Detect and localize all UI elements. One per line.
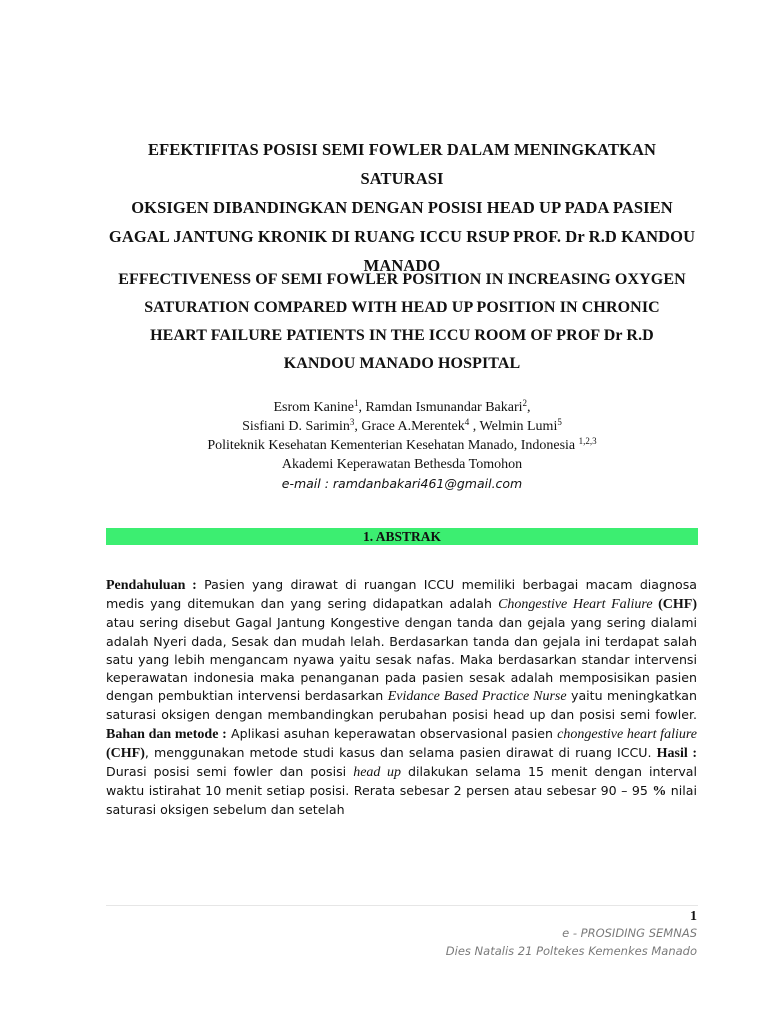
author-superscript: 1 — [353, 398, 359, 408]
affiliation-2: Akademi Keperawatan Bethesda Tomohon — [281, 457, 523, 472]
author-name: Sisfiani D. Sarimin — [242, 419, 350, 434]
abstract-text-run: nilai saturasi oksigen sebelum dan setelah — [106, 783, 697, 818]
author-line-2 — [106, 417, 698, 436]
page-number: 1 — [690, 909, 697, 924]
abstract-text-run: Durasi posisi semi fowler dan posisi — [106, 764, 354, 780]
author-superscript: 3 — [349, 417, 355, 427]
italic-term: chongestive heart faliure — [557, 726, 697, 742]
abstract-text-run: atau sering disebut Gagal Jantung Kongestive dengan tanda dan gejala yang sering dialami adalah Nyeri dada, Sesak dan mudah lelah. Berdasarkan tanda dan gejala ini terdapat salah satu yang lebih mengancam nyawa yaitu sesak nafas. Maka berdasarkan standar intervensi keperawatan indonesia maka penanganan pada pasien sesak adalah memposisikan pasien dengan pembuktian intervensi berdasarkan — [106, 615, 697, 704]
title-id-line: OKSIGEN DIBANDINGKAN DENGAN POSISI HEAD UP PADA PASIEN — [131, 198, 673, 217]
author-superscript: 4 — [464, 417, 470, 427]
footer-event: Dies Natalis 21 Poltekes Kemenkes Manado — [445, 944, 697, 958]
author-name: , Grace A.Merentek — [354, 419, 465, 434]
affiliation-1 — [106, 436, 698, 455]
footer-proceedings: e - PROSIDING SEMNAS — [562, 926, 697, 940]
label-methods: Bahan dan metode : — [106, 726, 227, 742]
email-address: e-mail : ramdanbakari461@gmail.com — [281, 476, 523, 491]
abstract-text-run: Pasien yang dirawat di ruangan ICCU memiliki berbagai macam diagnosa medis yang ditemukan dan yang sering didapatkan adalah — [106, 577, 697, 612]
abstract-heading: 1. ABSTRAK — [106, 528, 698, 545]
title-en-line: KANDOU MANADO HOSPITAL — [283, 355, 521, 372]
abstract-body — [106, 576, 697, 820]
title-en-line: EFFECTIVENESS OF SEMI FOWLER POSITION IN INCREASING OXYGEN — [118, 271, 686, 288]
abstract-text-run: Aplikasi asuhan keperawatan observasional pasien — [226, 725, 558, 741]
percent-sign: % — [652, 784, 667, 800]
author-name: Esrom Kanine — [273, 400, 354, 415]
abstract-text-run: , menggunakan metode studi kasus dan selama pasien dirawat di ruang ICCU. — [144, 744, 657, 760]
italic-term: Evidance Based Practice Nurse — [387, 689, 567, 705]
affiliation-superscript: 1,2,3 — [578, 436, 597, 446]
author-superscript: 2 — [522, 398, 528, 408]
abstract-text-run: yaitu meningkatkan saturasi oksigen dengan membandingkan perubahan posisi head up dan posisi semi fowler. — [106, 688, 697, 723]
affiliation-text: Politeknik Kesehatan Kementerian Kesehatan Manado, Indonesia — [207, 438, 579, 453]
label-results: Hasil : — [656, 745, 697, 761]
abbr: (CHF) — [652, 597, 697, 613]
title-id-line: MANADO — [363, 256, 441, 275]
italic-term: head up — [353, 765, 401, 781]
title-id-line: GAGAL JANTUNG KRONIK DI RUANG ICCU RSUP PROF. Dr R.D KANDOU — [108, 227, 696, 246]
author-superscript: 5 — [557, 417, 562, 427]
author-name: , Ramdan Ismunandar Bakari — [358, 400, 523, 415]
title-en-line: SATURATION COMPARED WITH HEAD UP POSITION IN CHRONIC — [144, 299, 660, 316]
title-english — [106, 266, 698, 378]
title-indonesian — [106, 135, 698, 280]
italic-term: Chongestive Heart Faliure — [498, 597, 653, 613]
title-id-line: EFEKTIFITAS POSISI SEMI FOWLER DALAM MENINGKATKAN SATURASI — [147, 140, 657, 188]
title-en-line: HEART FAILURE PATIENTS IN THE ICCU ROOM OF PROF Dr R.D — [150, 327, 654, 344]
author-name: , Welmin Lumi — [469, 419, 558, 434]
label-intro: Pendahuluan : — [106, 578, 197, 593]
abstract-text-run: dilakukan selama 15 menit dengan interval waktu istirahat 10 menit setiap posisi. Rerata sebesar 2 persen atau sebesar 90 – 95 — [106, 764, 697, 799]
author-line-1 — [106, 398, 698, 417]
abbr: (CHF) — [106, 745, 145, 761]
author-block — [106, 398, 698, 493]
author-separator: , — [527, 400, 531, 415]
footer-divider — [106, 905, 698, 906]
